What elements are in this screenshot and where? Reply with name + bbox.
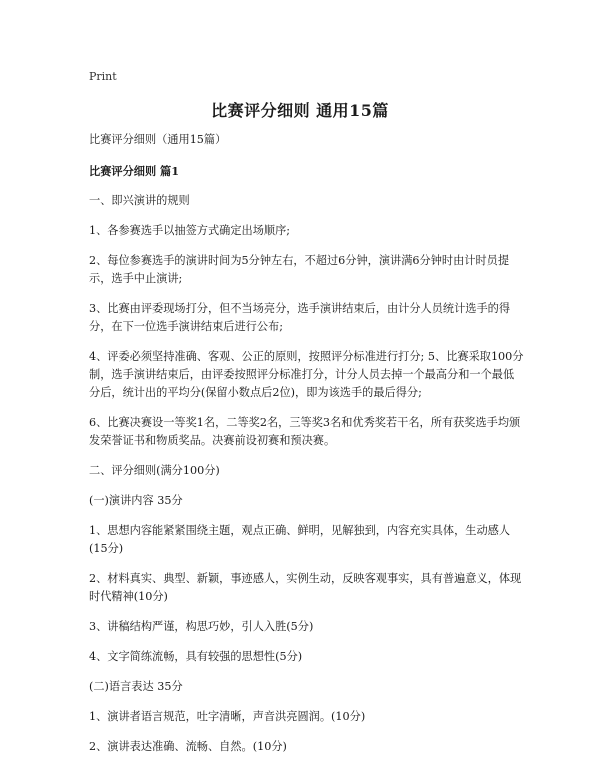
paragraph: 一、即兴演讲的规则 (89, 194, 190, 207)
paragraph: 3、讲稿结构严谨，构思巧妙，引人入胜(5分) (89, 620, 314, 633)
paragraph: (二)语言表达 35分 (89, 680, 183, 693)
paragraph: 二、评分细则(满分100分) (89, 464, 220, 477)
paragraph: 2、材料真实、典型、新颖，事迹感人，实例生动，反映客观事实，具有普遍意义，体现时代精神(10分) (89, 572, 522, 603)
paragraph: 4、文字简练流畅，具有较强的思想性(5分) (89, 650, 303, 663)
print-label[interactable]: Print (89, 70, 117, 83)
paragraph: 2、每位参赛选手的演讲时间为5分钟左右，不超过6分钟，演讲满6分钟时由计时员提示，选手中止演讲; (89, 254, 510, 285)
paragraph: 1、思想内容能紧紧围绕主题，观点正确、鲜明，见解独到，内容充实具体，生动感人(15分) (89, 524, 511, 555)
paragraph: 2、演讲表达准确、流畅、自然。(10分) (89, 740, 287, 753)
paragraph: 4、评委必须坚持准确、客观、公正的原则，按照评分标准进行打分; 5、比赛采取100分制，选手演讲结束后，由评委按照评分标准打分，计分人员去掉一个最高分和一个最低分后，统计出的平均分(保留小数点后2位)，即为该选手的最后得分; (89, 350, 524, 399)
paragraph: 6、比赛决赛设一等奖1名，二等奖2名，三等奖3名和优秀奖若干名，所有获奖选手均颁发荣誉证书和物质奖品。决赛前设初赛和预决赛。 (89, 416, 521, 447)
section-title: 比赛评分细则 篇1 (89, 164, 179, 178)
paragraph: (一)演讲内容 35分 (89, 494, 183, 507)
paragraph: 1、各参赛选手以抽签方式确定出场顺序; (89, 224, 291, 237)
document-subtitle: 比赛评分细则（通用15篇） (89, 133, 227, 146)
paragraph: 1、演讲者语言规范，吐字清晰，声音洪亮圆润。(10分) (89, 710, 366, 723)
paragraph: 3、比赛由评委现场打分，但不当场亮分，选手演讲结束后，由计分人员统计选手的得分，在下一位选手演讲结束后进行公布; (89, 302, 511, 333)
page-title: 比赛评分细则 通用15篇 (211, 101, 389, 120)
document-body (89, 131, 525, 768)
